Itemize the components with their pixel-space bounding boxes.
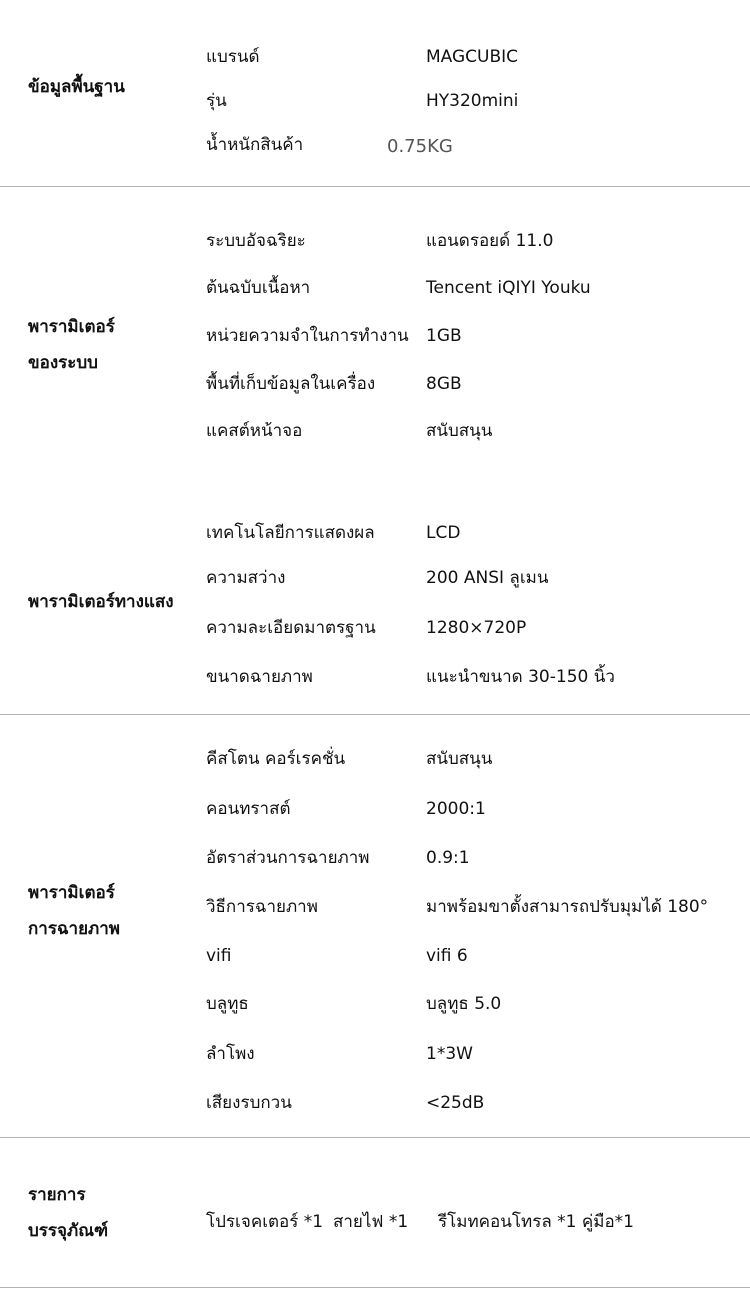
spec-label: น้ำหนักสินค้า bbox=[206, 135, 304, 155]
section-title bbox=[28, 584, 174, 620]
spec-value: แนะนำขนาด 30-150 นิ้ว bbox=[426, 667, 615, 687]
spec-value: HY320mini bbox=[426, 91, 519, 111]
spec-label: ความสว่าง bbox=[206, 568, 286, 588]
spec-label: ความละเอียดมาตรฐาน bbox=[206, 618, 376, 638]
spec-label: คอนทราสต์ bbox=[206, 799, 291, 819]
spec-value: Tencent iQIYI Youku bbox=[426, 278, 591, 298]
spec-value: 1GB bbox=[426, 326, 462, 346]
spec-label: แบรนด์ bbox=[206, 47, 260, 67]
package-item: สายไฟ *1 bbox=[333, 1212, 409, 1232]
spec-label: คีสโตน คอร์เรคชั่น bbox=[206, 749, 346, 769]
spec-value: บลูทูธ 5.0 bbox=[426, 994, 502, 1014]
section-title bbox=[28, 69, 125, 105]
spec-value: สนับสนุน bbox=[426, 421, 493, 441]
spec-label: เสียงรบกวน bbox=[206, 1093, 292, 1113]
spec-label: ต้นฉบับเนื้อหา bbox=[206, 278, 311, 298]
spec-value: <25dB bbox=[426, 1093, 485, 1113]
section-title-line: การฉายภาพ bbox=[28, 919, 121, 939]
section-divider bbox=[0, 186, 750, 187]
section-divider bbox=[0, 1287, 750, 1288]
spec-label: ขนาดฉายภาพ bbox=[206, 667, 313, 687]
section-title-line: บรรจุภัณฑ์ bbox=[28, 1221, 109, 1241]
section-title bbox=[28, 309, 115, 381]
section-title-line: ของระบบ bbox=[28, 353, 98, 373]
spec-value: 1280×720P bbox=[426, 618, 527, 638]
spec-label: ลำโพง bbox=[206, 1044, 255, 1064]
spec-value: 0.9:1 bbox=[426, 848, 470, 868]
spec-label: รุ่น bbox=[206, 91, 227, 111]
section-title bbox=[28, 1177, 108, 1249]
spec-label: เทคโนโลยีการแสดงผล bbox=[206, 523, 375, 543]
spec-label: vifi bbox=[206, 946, 232, 966]
spec-label: พื้นที่เก็บข้อมูลในเครื่อง bbox=[206, 374, 376, 394]
section-title-line: รายการ bbox=[28, 1185, 86, 1205]
spec-value: LCD bbox=[426, 523, 461, 543]
section-title-line: พารามิเตอร์ bbox=[28, 883, 115, 903]
section-divider bbox=[0, 714, 750, 715]
package-item: รีโมทคอนโทรล *1 คู่มือ*1 bbox=[438, 1212, 634, 1232]
spec-value: vifi 6 bbox=[426, 946, 468, 966]
package-item: โปรเจคเตอร์ *1 bbox=[206, 1212, 324, 1232]
spec-label: อัตราส่วนการฉายภาพ bbox=[206, 848, 370, 868]
section-title-line: พารามิเตอร์ bbox=[28, 317, 115, 337]
spec-value: 0.75KG bbox=[387, 136, 453, 157]
spec-label: วิธีการฉายภาพ bbox=[206, 897, 318, 917]
spec-value: MAGCUBIC bbox=[426, 47, 519, 67]
spec-value: 8GB bbox=[426, 374, 462, 394]
spec-label: ระบบอัจฉริยะ bbox=[206, 231, 306, 251]
spec-value: แอนดรอยด์ 11.0 bbox=[426, 231, 554, 251]
spec-value: 1*3W bbox=[426, 1044, 473, 1064]
spec-value: 2000:1 bbox=[426, 799, 486, 819]
section-title-line: พารามิเตอร์ทางแสง bbox=[28, 592, 174, 612]
spec-label: แคสต์หน้าจอ bbox=[206, 421, 303, 441]
spec-value: 200 ANSI ลูเมน bbox=[426, 568, 549, 588]
section-title bbox=[28, 875, 120, 947]
spec-value: มาพร้อมขาตั้งสามารถปรับมุมได้ 180° bbox=[426, 897, 709, 917]
spec-label: บลูทูธ bbox=[206, 994, 249, 1014]
spec-label: หน่วยความจำในการทำงาน bbox=[206, 326, 409, 346]
section-title-line: ข้อมูลพื้นฐาน bbox=[28, 77, 125, 97]
section-divider bbox=[0, 1137, 750, 1138]
spec-value: สนับสนุน bbox=[426, 749, 493, 769]
